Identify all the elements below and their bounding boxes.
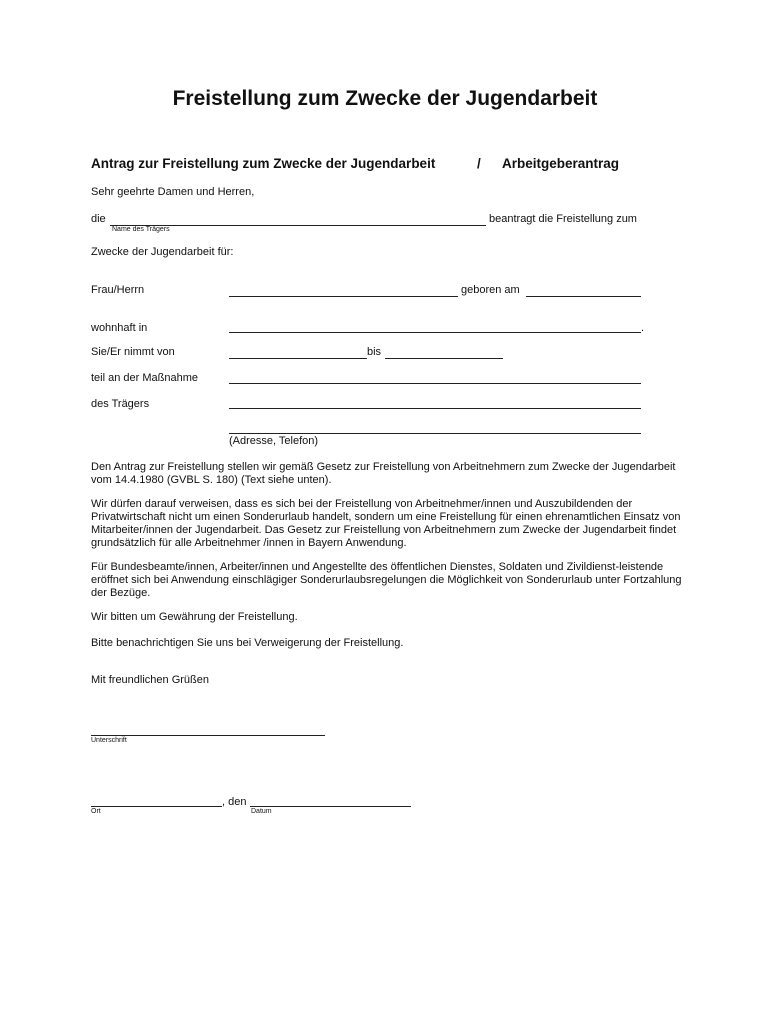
paragraph-request: Wir bitten um Gewährung der Freistellung.: [91, 611, 298, 623]
line1-prefix: die: [91, 213, 106, 225]
date-label: Datum: [251, 808, 272, 815]
residence-label: wohnhaft in: [91, 322, 148, 334]
date-field[interactable]: [250, 806, 411, 807]
greeting: Sehr geehrte Damen und Herren,: [91, 186, 255, 198]
purpose-line: Zwecke der Jugendarbeit für:: [91, 246, 234, 258]
subtitle-right: Arbeitgeberantrag: [502, 156, 620, 171]
subtitle-left: Antrag zur Freistellung zum Zwecke der Jugendarbeit: [91, 156, 436, 171]
org-address-field[interactable]: [229, 433, 641, 434]
paragraph-public-service: Für Bundesbeamte/innen, Arbeiter/innen und Angestellte des öffentlichen Dienstes, Soldaten und Zivildienst-leistende eröffnet sich bei Anwendung einschlägiger Sonderurlaubsregelungen die Möglichkeit von Sonderurlaub unter Fortzahlung der Bezüge.: [91, 561, 682, 599]
paragraph-legal-basis: Den Antrag zur Freistellung stellen wir gemäß Gesetz zur Freistellung von Arbeitnehmern zum Zwecke der Jugendarbeit vom 14.4.1980 (GVBL S. 180) (Text siehe unten).: [91, 461, 676, 486]
person-label: Frau/Herrn: [91, 284, 145, 296]
person-name-field[interactable]: [229, 296, 458, 297]
measure-label: teil an der Maßnahme: [91, 372, 198, 384]
place-field[interactable]: [91, 806, 222, 807]
den-label: , den: [222, 796, 247, 808]
residence-field[interactable]: [229, 332, 641, 333]
paragraph-notify: Bitte benachrichtigen Sie uns bei Verweigerung der Freistellung.: [91, 637, 404, 649]
place-label: Ort: [91, 808, 101, 815]
born-label: geboren am: [461, 284, 520, 296]
period-label: Sie/Er nimmt von: [91, 346, 175, 358]
document-title: Freistellung zum Zwecke der Jugendarbeit: [172, 87, 598, 110]
org-field[interactable]: [229, 408, 641, 409]
measure-field[interactable]: [229, 383, 641, 384]
line1-suffix: beantragt die Freistellung zum: [489, 213, 637, 225]
signature-field[interactable]: [91, 735, 325, 736]
closing: Mit freundlichen Grüßen: [91, 674, 209, 686]
residence-dot: .: [641, 322, 645, 334]
org-label: des Trägers: [91, 398, 150, 410]
birthdate-field[interactable]: [526, 296, 641, 297]
paragraph-private-sector: Wir dürfen darauf verweisen, dass es sich bei der Freistellung von Arbeitnehmer/innen und Auszubildenden der Privatwirtschaft nicht um einen Sonderurlaub handelt, sondern um eine Freistellung für einen ehrenamtlichen Einsatz von Mitarbeiter/innen der Jugendarbeit. Das Gesetz zur Freistellung von Arbeitnehmern zum Zwecke der Jugendarbeit findet grundsätzlich für alle Arbeitnehmer /innen in Bayern Anwendung.: [91, 498, 681, 549]
carrier-name-hint: Name des Trägers: [112, 226, 170, 233]
period-from-field[interactable]: [229, 358, 367, 359]
signature-label: Unterschrift: [91, 737, 127, 744]
period-until-field[interactable]: [385, 358, 503, 359]
until-label: bis: [367, 346, 382, 358]
subtitle-separator: /: [477, 156, 481, 171]
address-hint: (Adresse, Telefon): [229, 435, 319, 447]
